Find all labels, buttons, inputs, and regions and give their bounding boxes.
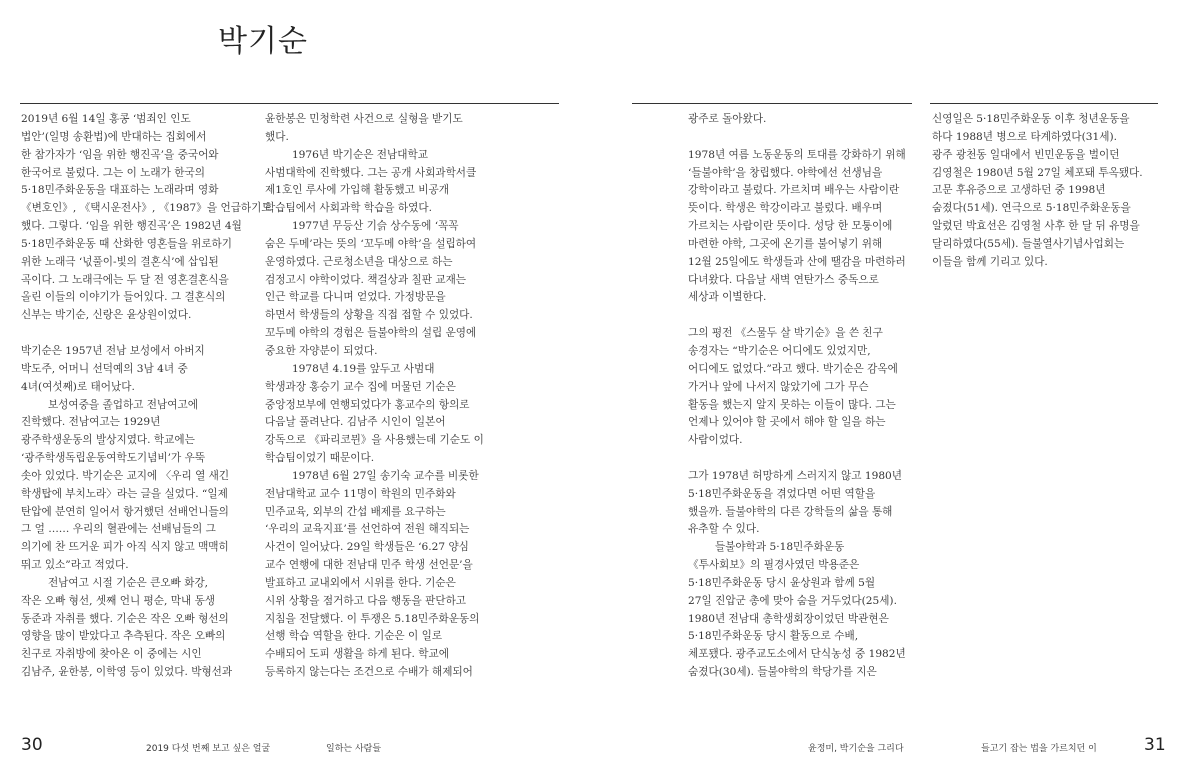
text-line: 박기순은 1957년 전남 보성에서 아버지 xyxy=(21,344,205,357)
text-line: 학생과장 홍승기 교수 집에 머물던 기순은 xyxy=(265,380,456,393)
right-page xyxy=(592,0,1185,783)
text-line: 위한 노래극 ‘넋풀이-빛의 결혼식’에 삽입된 xyxy=(21,255,219,268)
page-number-left: 30 xyxy=(21,735,43,755)
text-line: 5·18민주화운동 때 산화한 영혼들을 위로하기 xyxy=(21,237,233,250)
text-line: 중앙정보부에 연행되었다가 홍교수의 항의로 xyxy=(265,398,470,411)
text-line: 5·18민주화운동을 대표하는 노래라며 영화 xyxy=(21,184,219,197)
text-line: 등록하지 않는다는 조건으로 수배가 해제되어 xyxy=(265,666,473,679)
text-line: 다녀왔다. 다음날 새벽 연탄가스 중독으로 xyxy=(688,273,879,286)
text-line: 올린 이들의 이야기가 들어있다. 그 결혼식의 xyxy=(21,291,226,304)
text-line: 동준과 자취를 했다. 기순은 작은 오빠 형선의 xyxy=(21,612,229,625)
text-line: 검정고시 야학이었다. 책걸상과 칠판 교재는 xyxy=(265,273,467,286)
text-line: 윤한봉은 민청학련 사건으로 실형을 받기도 xyxy=(265,113,463,125)
text-line: 했다. xyxy=(265,130,289,143)
text-line: 1978년 4.19를 앞두고 사범대 xyxy=(265,362,435,375)
left-page-column-1 xyxy=(21,111,272,682)
right-page-rule-2 xyxy=(930,103,1158,104)
text-line: 가거나 앞에 나서지 않았기에 그가 무슨 xyxy=(688,380,869,393)
text-line: 1976년 박기순은 전남대학교 xyxy=(265,148,428,161)
text-line: 중요한 자양분이 되었다. xyxy=(265,344,378,357)
text-line: 교수 연행에 대한 전남대 민주 학생 선언문’을 xyxy=(265,559,473,572)
text-line: 광주학생운동의 발상지였다. 학교에는 xyxy=(21,434,195,447)
text-line: 신영일은 5·18민주화운동 이후 청년운동을 xyxy=(932,113,1130,125)
text-line: 강학이라고 불렀다. 가르치며 배우는 사람이란 xyxy=(688,184,900,197)
text-line: 5·18민주화운동을 겪었다면 어떤 역할을 xyxy=(688,487,876,500)
text-line xyxy=(688,129,906,147)
page-number-right: 31 xyxy=(1144,735,1166,755)
text-line: 수배되어 도피 생활을 하게 된다. 학교에 xyxy=(265,648,449,661)
left-page xyxy=(0,0,592,783)
text-line: 솟아 있었다. 박기순은 교지에 〈우리 열 새긴 xyxy=(21,469,230,482)
text-line: 다음날 풀려난다. 김남주 시인이 일본어 xyxy=(265,416,446,429)
text-line: 지침을 전달했다. 이 투쟁은 5.18민주화운동의 xyxy=(265,612,480,625)
text-line: 보성여중을 졸업하고 전남여고에 xyxy=(21,398,198,411)
text-line: 숨은 두메’라는 뜻의 ‘꼬두메 야학’을 설립하여 xyxy=(265,237,477,250)
text-line: 뜻이다. 학생은 학강이라고 불렀다. 배우며 xyxy=(688,202,883,215)
running-section-left: 일하는 사람들 xyxy=(326,744,382,754)
text-line: 1978년 6월 27일 송기숙 교수를 비롯한 xyxy=(265,469,479,482)
text-line: 민주교육, 외부의 간섭 배제를 요구하는 xyxy=(265,505,446,518)
text-line: 김영철은 1980년 5월 27일 체포돼 투옥됐다. xyxy=(932,166,1143,179)
text-line: 했다. 그렇다. ‘임을 위한 행진곡’은 1982년 4월 xyxy=(21,220,242,233)
text-line xyxy=(688,307,906,325)
text-line: 작은 오빠 형선, 셋째 언니 평순, 막내 동생 xyxy=(21,594,216,607)
text-line: 1978년 여름 노동운동의 토대를 강화하기 위해 xyxy=(688,148,906,161)
text-line: 사람이었다. xyxy=(688,434,743,447)
text-line: 학습팀에서 사회과학 학습을 하였다. xyxy=(265,202,432,215)
text-line: 1977년 무등산 기슭 상수동에 ‘꼭꼭 xyxy=(265,220,459,233)
text-line: 27일 진압군 총에 맞아 숨을 거두었다(25세). xyxy=(688,594,897,607)
text-line xyxy=(688,450,906,468)
left-page-column-2 xyxy=(265,111,484,682)
text-line: 어디에도 없었다.”라고 했다. 박기순은 감옥에 xyxy=(688,362,898,375)
text-line: 진학했다. 전남여고는 1929년 xyxy=(21,416,161,429)
text-line: 1980년 전남대 총학생회장이었던 박관현은 xyxy=(688,612,889,625)
text-line: 한 참가자가 ‘임을 위한 행진곡’을 중국어와 xyxy=(21,148,219,161)
text-line: 2019년 6월 14일 홍콩 ‘범죄인 인도 xyxy=(21,113,191,125)
text-line: 5·18민주화운동 당시 활동으로 수배, xyxy=(688,630,859,643)
text-line: 숨졌다(51세). 연극으로 5·18민주화운동을 xyxy=(932,202,1131,215)
text-line: 12월 25일에도 학생들과 산에 땔감을 마련하러 xyxy=(688,255,906,268)
text-line: 사건이 일어났다. 29일 학생들은 ‘6.27 양심 xyxy=(265,541,469,554)
text-line: 고문 후유증으로 고생하던 중 1998년 xyxy=(932,184,1106,197)
text-line: 법안’(일명 송환법)에 반대하는 집회에서 xyxy=(21,130,207,143)
text-line: 마련한 야학, 그곳에 온기를 불어넣기 위해 xyxy=(688,237,883,250)
text-line: 알렸던 박효선은 김영철 사후 한 달 뒤 유명을 xyxy=(932,220,1140,233)
text-line: 그 얼 …… 우리의 혈관에는 선배님들의 그 xyxy=(21,523,216,536)
text-line: 뛰고 있소”라고 적었다. xyxy=(21,559,129,572)
text-line: 탄압에 분연히 일어서 항거했던 선배언니들의 xyxy=(21,505,229,518)
text-line: 유추할 수 있다. xyxy=(688,523,760,536)
text-line: 달리하였다(55세). 들불열사기념사업회는 xyxy=(932,237,1125,250)
text-line: 가르치는 사람이란 뜻이다. 성당 한 모퉁이에 xyxy=(688,220,893,233)
text-line: 광주로 돌아왔다. xyxy=(688,113,767,125)
running-section-right: 들고기 잡는 법을 가르치던 이 xyxy=(981,744,1097,754)
text-line: 《변호인》, 《택시운전사》, 《1987》을 언급하기도 xyxy=(21,202,272,215)
text-line: 4녀(여섯째)로 태어났다. xyxy=(21,380,135,393)
text-line: 이들을 함께 기리고 있다. xyxy=(932,255,1048,268)
text-line: 숨졌다(30세). 들불야학의 학당가를 지은 xyxy=(688,666,877,679)
text-line: 사범대학에 진학했다. 그는 공개 사회과학서클 xyxy=(265,166,477,179)
text-line: ‘우리의 교육지표’를 선언하여 전원 해직되는 xyxy=(265,523,470,536)
text-line: 제1호인 루사에 가입해 활동했고 비공개 xyxy=(265,184,449,197)
text-line: 박도주, 어머니 선덕예의 3남 4녀 중 xyxy=(21,362,188,375)
text-line xyxy=(21,325,272,343)
text-line: 세상과 이별한다. xyxy=(688,291,767,304)
text-line: 하다 1988년 병으로 타계하였다(31세). xyxy=(932,130,1117,143)
text-line: 학생탑에 부치노라〉라는 글을 실었다. “일제 xyxy=(21,487,228,500)
text-line: 신부는 박기순, 신랑은 윤상원이었다. xyxy=(21,309,192,322)
text-line: 곡이다. 그 노래극에는 두 달 전 영혼결혼식을 xyxy=(21,273,229,286)
text-line: 시위 상황을 점거하고 다음 행동을 판단하고 xyxy=(265,594,467,607)
text-line: 5·18민주화운동 당시 윤상원과 함께 5월 xyxy=(688,576,876,589)
text-line: 선행 학습 역할을 한다. 기순은 이 일로 xyxy=(265,630,443,643)
text-line: 언제나 있어야 할 곳에서 해야 할 일을 하는 xyxy=(688,416,886,429)
text-line: 전남여고 시절 기순은 큰오빠 화강, xyxy=(21,576,209,589)
text-line: 광주 광천동 일대에서 빈민운동을 벌이던 xyxy=(932,148,1120,161)
text-line: 인근 학교를 다니며 얻었다. 가정방문을 xyxy=(265,291,446,304)
text-line: 체포됐다. 광주교도소에서 단식농성 중 1982년 xyxy=(688,648,906,661)
text-line: 하면서 학생들의 상황을 직접 접할 수 있었다. xyxy=(265,309,473,322)
text-line: 《투사회보》의 필경사였던 박용준은 xyxy=(688,559,860,572)
text-line: 송경자는 “박기순은 어디에도 있었지만, xyxy=(688,344,871,357)
text-line: ‘들불야학’을 창립했다. 야학에선 선생님을 xyxy=(688,166,883,179)
right-page-rule-1 xyxy=(632,103,912,104)
text-line: 전남대학교 교수 11명이 학원의 민주화와 xyxy=(265,487,456,500)
text-line: 친구로 자취방에 찾아온 이 중에는 시인 xyxy=(21,648,202,661)
running-title-left: 2019 다섯 번째 보고 싶은 얼굴 xyxy=(146,744,271,754)
running-title-right: 윤정미, 박기순을 그리다 xyxy=(808,744,904,754)
right-page-column-1 xyxy=(688,111,906,682)
left-page-rule xyxy=(20,103,559,104)
text-line: 했을까. 들불야학의 다른 강학들의 삶을 통해 xyxy=(688,505,893,518)
text-line: 학습팀이었기 때문이다. xyxy=(265,452,375,465)
text-line: 한국어로 불렀다. 그는 이 노래가 한국의 xyxy=(21,166,205,179)
article-title: 박기순 xyxy=(218,24,308,59)
text-line: 발표하고 교내외에서 시위를 한다. 기순은 xyxy=(265,576,456,589)
text-line: ‘광주학생독립운동여학도기념비’가 우뚝 xyxy=(21,452,206,465)
text-line: 운영하였다. 근로청소년을 대상으로 하는 xyxy=(265,255,453,268)
text-line: 강독으로 《파리코뮌》을 사용했는데 기순도 이 xyxy=(265,434,484,447)
text-line: 영향을 많이 받았다고 추측된다. 작은 오빠의 xyxy=(21,630,226,643)
text-line: 들불야학과 5·18민주화운동 xyxy=(688,541,845,554)
text-line: 그의 평전 《스물두 살 박기순》을 쓴 친구 xyxy=(688,327,883,340)
text-line: 김남주, 윤한봉, 이학영 등이 있었다. 박형선과 xyxy=(21,666,233,679)
text-line: 의기에 찬 뜨거운 피가 아직 식지 않고 맥맥히 xyxy=(21,541,229,554)
text-line: 꼬두메 야학의 경험은 들불야학의 설립 운영에 xyxy=(265,327,477,340)
text-line: 활동을 했는지 알지 못하는 이들이 많다. 그는 xyxy=(688,398,896,411)
right-page-column-2 xyxy=(932,111,1143,272)
text-line: 그가 1978년 허망하게 스러지지 않고 1980년 xyxy=(688,469,903,482)
